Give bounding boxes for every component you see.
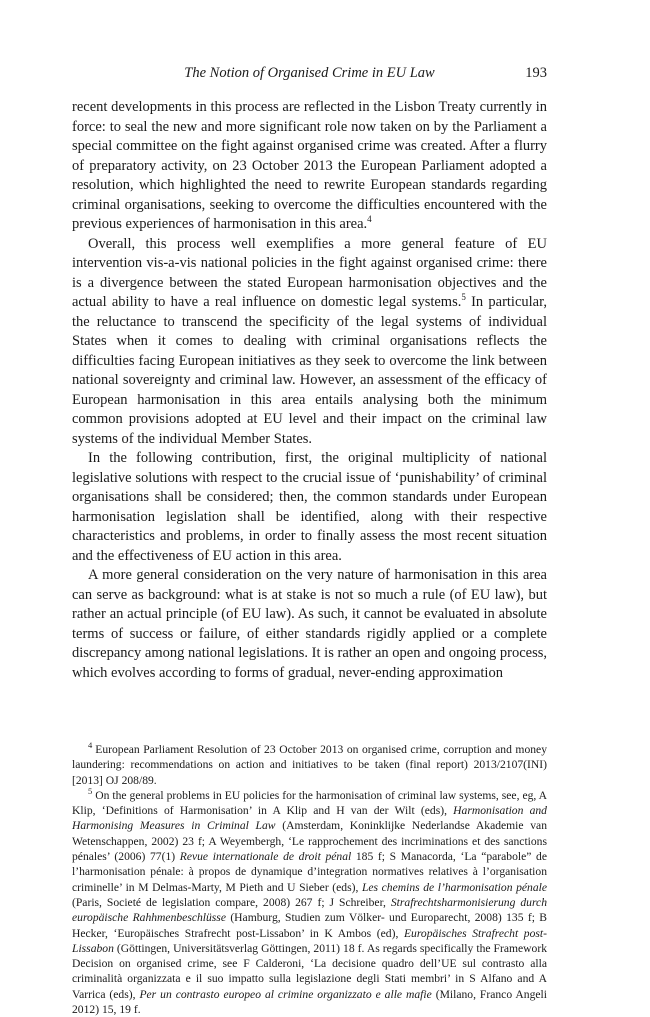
footnote-text: (Milano, Franco Angeli 2012) 15, 19 f. xyxy=(72,987,547,1017)
footnote-text: (Amsterdam, Koninklijke Nederlandse Akademie van Wetenschappen, 2002) 23 f; A Weyembergh, ‘Le rapprochement des incriminations et des sanctions pénales’ (2006) 77(1) xyxy=(72,819,547,864)
citation-title: Revue internationale de droit pénal xyxy=(179,850,352,864)
footnote-5 xyxy=(72,788,547,1017)
footnote-text: 185 f; S Manacorda, ‘La “parabole” de l’harmonisation pénale: à propos de dynamique d’integration normatives relatives à l’organisation criminelle’ in M Delmas-Marty, M Pieth and U Sieber (eds), xyxy=(72,850,548,894)
footnotes xyxy=(72,742,547,1017)
footnote-text: (Hamburg, Studien zum Völker- und Europarecht, 2008) 135 f; B Hecker, ‘Europäisches Strafrecht post-Lissabon’ in K Ambos (ed), xyxy=(72,911,548,940)
citation-title: Europäisches Strafrecht post-Lissabon xyxy=(72,926,547,955)
footnote-ref-5[interactable]: 5 xyxy=(461,292,466,303)
footnote-ref-4[interactable]: 4 xyxy=(367,214,372,225)
footnote-text: On the general problems in EU policies for the harmonisation of criminal law systems, see, eg, A Klip, ‘Definitions of Harmonisation’ in A Klip and H van der Wilt (eds), xyxy=(72,788,547,818)
running-title: The Notion of Organised Crime in EU Law xyxy=(184,65,435,81)
footnote-4 xyxy=(72,742,547,788)
footnote-text: (Göttingen, Universitätsverlag Göttingen, 2011) 18 f. As regards specifically the Framework Decision on organised crime, see F Calderoni, ‘La decisione quadro dell’UE sul contrasto alla criminalità organizzata e il suo impatto sulla legislazione degli Stati membri’ in S Alfano and A Varrica (eds), xyxy=(72,941,547,1001)
paragraph-3: In the following contribution, first, the original multiplicity of national legislative solutions with respect to the crucial issue of ‘punishability’ of criminal organisations shall be considered; then, the common standards under European harmonisation legislation shall be identified, along with their respective characteristics and problems, in order to finally assess the most recent situation and the effectiveness of EU action in this area. xyxy=(72,450,547,564)
paragraph-text-continued: In particular, the reluctance to transcend the specificity of the legal systems of individual States when it comes to dealing with criminal organisations reflects the difficulties facing European initiatives as they seek to overcome the link between national sovereignty and criminal law. However, an assessment of the efficacy of European harmonisation in this area entails analysing both the minimum common provisions adopted at EU level and their impact on the criminal law systems of the individual Member States. xyxy=(72,294,547,447)
footnote-text: European Parliament Resolution of 23 October 2013 on organised crime, corruption and money laundering: recommendations on action and initiatives to be taken (final report) 2013/2107(INI) [2013] OJ 208/89. xyxy=(72,743,547,787)
paragraph-text: Overall, this process well exemplifies a more general feature of EU intervention vis-a-vis national policies in the fight against organised crime: there is a divergence between the stated European harmonisation objectives and the actual ability to have a real influence on domestic legal systems. xyxy=(72,235,547,310)
footnote-number: 4 xyxy=(88,740,93,751)
paragraph-4: A more general consideration on the very nature of harmonisation in this area can serve as background: what is at stake is not so much a rule (of EU law), but rather an actual principle (of EU law). As such, it cannot be evaluated in absolute terms of success or failure, of either standards rigidly applied or a complete discrepancy among national legislations. It is rather an open and ongoing process, which evolves according to forms of gradual, never-ending approximation xyxy=(72,567,547,681)
citation-title: Les chemins de l’harmonisation pénale xyxy=(361,880,547,894)
paragraph-2 xyxy=(72,235,547,450)
page-number: 193 xyxy=(525,65,547,81)
paragraph-1 xyxy=(72,98,547,235)
citation-title: Strafrechtsharmonisierung durch europäische Rahhmenbeschlüsse xyxy=(72,895,548,925)
paragraph-text: recent developments in this process are reflected in the Lisbon Treaty currently in force: to seal the new and more significant role now taken on by the Parliament a special committee on the fight against organised crime was created. After a flurry of preparatory activity, on 23 October 2013 the European Parliament adopted a resolution, which highlighted the need to rewrite European standards regarding criminal organisations, seeking to overcome the difficulties encountered with the previous experiences of harmonisation in this area. xyxy=(72,99,547,232)
citation-title: Per un contrasto europeo al crimine organizzato e alle mafie xyxy=(139,987,432,1001)
running-header xyxy=(72,63,547,83)
footnote-text: (Paris, Societé de legislation compare, 2008) 267 f; J Schreiber, xyxy=(72,895,391,909)
footnote-number: 5 xyxy=(88,786,93,797)
citation-title: Harmonisation and Harmonising Measures in Criminal Law xyxy=(72,804,547,833)
main-text xyxy=(72,98,547,683)
